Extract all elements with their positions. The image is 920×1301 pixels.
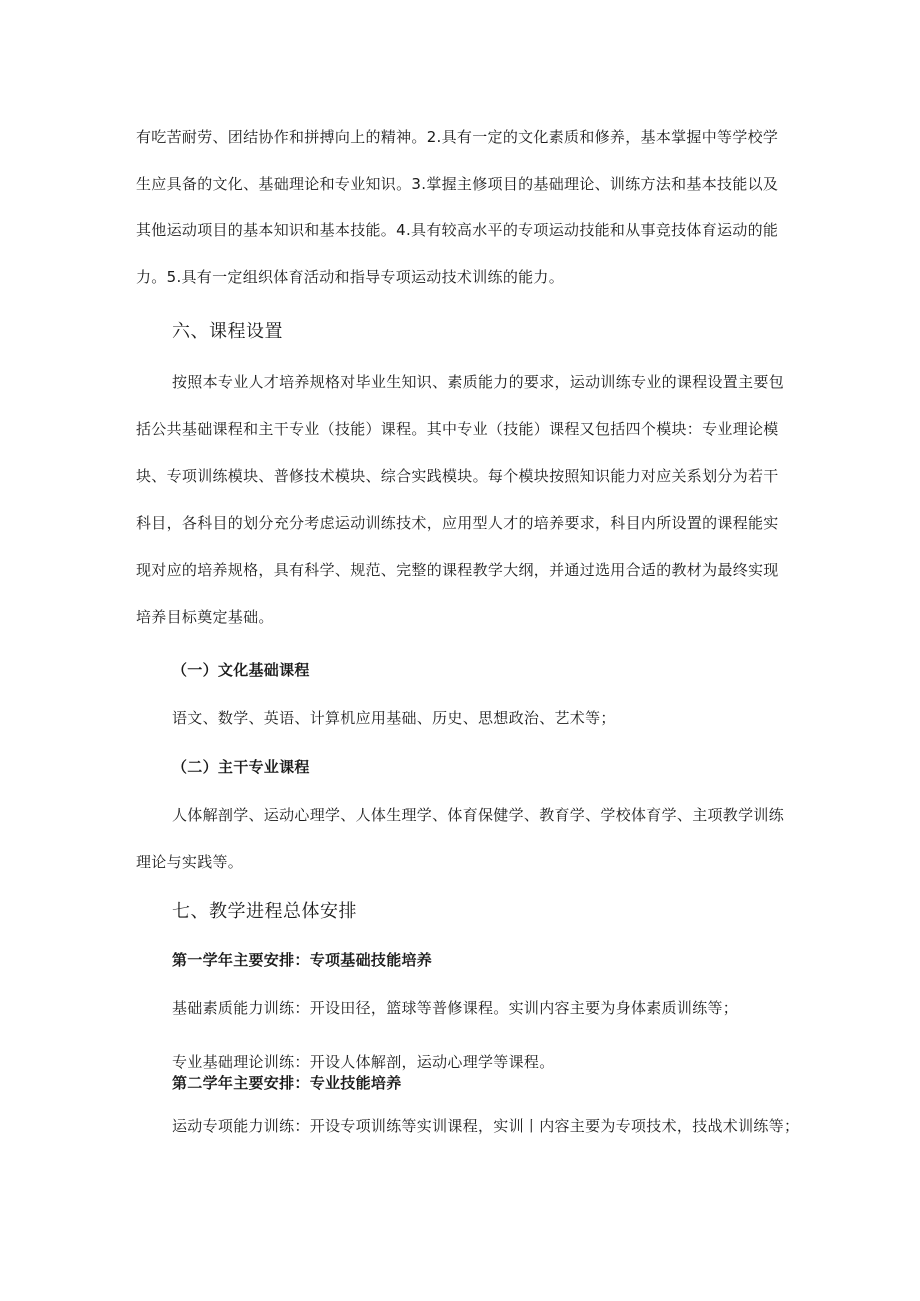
text-line: 科目，各科目的划分充分考虑运动训练技术，应用型人才的培养要求，科目内所设置的课程能实: [136, 514, 779, 532]
text-line: 有吃苦耐劳、团结协作和拼搏向上的精神。2.具有一定的文化素质和修养，基本掌握中等学校学: [136, 128, 779, 146]
text-line: 生应具备的文化、基础理论和专业知识。3.掌握主修项目的基础理论、训练方法和基本技能以及: [136, 175, 779, 193]
text-line: 块、专项训练模块、普修技术模块、综合实践模块。每个模块按照知识能力对应关系划分为若干: [136, 467, 779, 485]
text-line: 理论与实践等。: [136, 853, 244, 871]
section-heading: 七、教学进程总体安排: [172, 901, 357, 922]
text-line: 其他运动项目的基本知识和基本技能。4.具有较高水平的专项运动技能和从事竞技体育运动的能: [136, 221, 779, 239]
year1-heading: 第一学年主要安排：专项基础技能培养: [172, 951, 433, 969]
text-line: 现对应的培养规格，具有科学、规范、完整的课程教学大纲，并通过选用合适的教材为最终实现: [136, 561, 779, 579]
text-line: 语文、数学、英语、计算机应用基础、历史、思想政治、艺术等；: [172, 709, 616, 727]
text-line: 专业基础理论训练：开设人体解剖，运动心理学等课程。: [172, 1053, 555, 1071]
text-line: 运动专项能力训练：开设专项训练等实训课程，实训丨内容主要为专项技术，技战术训练等；: [172, 1117, 800, 1135]
text-line: 培养目标奠定基础。: [136, 608, 274, 626]
subsection-heading: （二）主干专业课程: [172, 758, 310, 776]
year2-heading: 第二学年主要安排：专业技能培养: [172, 1074, 402, 1092]
subsection-heading: （一）文化基础课程: [172, 661, 310, 679]
text-line: 括公共基础课程和主干专业（技能）课程。其中专业（技能）课程又包括四个模块：专业理论模: [136, 420, 779, 438]
text-line: 力。5.具有一定组织体育活动和指导专项运动技术训练的能力。: [136, 268, 565, 286]
text-line: 人体解剖学、运动心理学、人体生理学、体育保健学、教育学、学校体育学、主项教学训练: [172, 806, 785, 824]
section-heading: 六、课程设置: [172, 321, 283, 342]
text-line: 基础素质能力训练：开设田径，篮球等普修课程。实训内容主要为身体素质训练等；: [172, 999, 739, 1017]
text-line: 按照本专业人才培养规格对毕业生知识、素质能力的要求，运动训练专业的课程设置主要包: [172, 373, 785, 391]
